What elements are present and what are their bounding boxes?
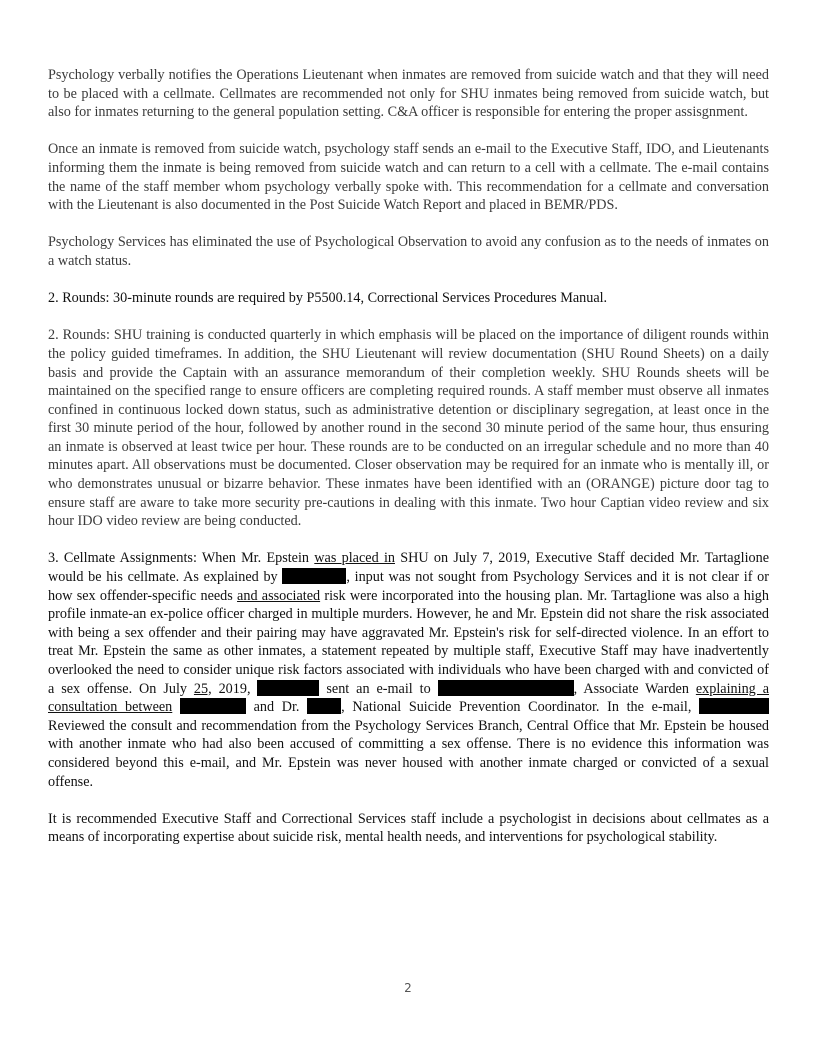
underlined-text: explaining a consultation between [48,680,769,716]
redaction-box [699,698,769,714]
underlined-text: was placed in [314,550,395,567]
paragraph-cellmate-notification: Psychology verbally notifies the Operations Lieutenant when inmates are removed from suicide watch and that they will need to be placed with a cellmate. Cellmates are recommended not only for SHU inmates being removed from suicide watch, but also for inmates returning to the general population setting. C&A officer is responsible for entering the proper assisgnment. [48,67,769,121]
document-page [48,66,769,866]
paragraph-rounds-finding: 2. Rounds: 30-minute rounds are required by P5500.14, Correctional Services Procedures Manual. [48,290,608,307]
text-span: , Associate Warden [573,680,696,697]
paragraph-email-notification: Once an inmate is removed from suicide watch, psychology staff sends an e-mail to the Executive Staff, IDO, and Lieutenants informing them the inmate is being removed from suicide watch and can return to a cell with a cellmate. The e-mail contains the name of the staff member whom psychology verbally spoke with. This recommendation for a cellmate and conversation with the Lieutenant is also documented in the Post Suicide Watch Report and placed in BEMR/PDS. [48,141,769,214]
text-span: and Dr. [245,699,308,716]
paragraph-rounds-response: 2. Rounds: SHU training is conducted quarterly in which emphasis will be placed on the importance of diligent rounds within the policy guided timeframes. In addition, the SHU Lieutenant will review documentation (SHU Round Sheets) on a daily basis and provide the Captain with an assurance memorandum of their completion weekly. SHU Rounds sheets will be maintained on the specified range to ensure officers are completing required rounds. A staff member must observe all inmates confined in continuous locked down status, such as administrative detention or disciplinary segregation, at least once in the first 30 minute period of the hour, followed by another round in the second 30 minute period of the same hour, thus ensuring an inmate is observed at least twice per hour. These rounds are to be conducted on an irregular schedule and no more than 40 minutes apart. All observations must be documented. Closer observation may be required for an inmate who is mentally ill, or who demonstrates unusual or bizarre behavior. These inmates have been identified with an (ORANGE) picture door tag to ensure staff are aware to take more security pre-cautions in dealing with this inmate. Two hour Captian video review and six hour IDO video review are being conducted. [48,327,769,530]
text-span: Reviewed the consult and recommendation from the Psychology Services Branch, Central Office that Mr. Epstein be housed with another inmate who had also been accused of committing a sex offense. There is no evidence this information was considered beyond this e-mail, and Mr. Epstein was never housed with another inmate charged or convicted of a sexual offense. [48,717,769,790]
text-span: SHU on July 7, 2019, Executive Staff decided Mr. Tartaglione would be his cellmate. As explained by [48,550,769,586]
redaction-box [282,568,346,584]
redaction-box [180,698,246,714]
underlined-text: 25, [193,680,212,697]
text-span: 3. Cellmate Assignments: When Mr. Epstein [48,550,315,567]
underlined-text: and associated [237,587,321,604]
text-span [172,699,180,715]
text-span: , input was not sought from Psychology Services and it is not clear if or how sex offender-specific needs [48,569,769,604]
paragraph-cellmate-assignments [48,549,769,791]
redaction-box [257,680,319,696]
redaction-box [307,698,341,714]
paragraph-psych-observation: Psychology Services has eliminated the use of Psychological Observation to avoid any confusion as to the needs of inmates on a watch status. [48,234,769,269]
paragraph-recommendation: It is recommended Executive Staff and Correctional Services staff include a psychologist in decisions about cellmates as a means of incorporating expertise about suicide risk, mental health needs, and interventions for psychological stability. [48,810,769,846]
text-span: 2019, [211,680,258,697]
redaction-box [438,680,574,696]
page-number: 2 [404,981,412,995]
text-span: risk were incorporated into the housing plan. Mr. Tartaglione was also a high profile inmate-an ex-police officer charged in multiple murders. However, he and Mr. Epstein did not share the risk associated with being a sex offender and their pairing may have aggravated Mr. Epstein's risk for self-directed violence. In an effort to treat Mr. Epstein the same as other inmates, a statement repeated by multiple staff, Executive Staff may have inadvertently overlooked the need to consider unique risk factors associated with individuals who have been charged with and convicted of a sex offense. On July [48,587,769,697]
text-span: sent an e-mail to [319,680,438,697]
text-span: , National Suicide Prevention Coordinator. In the e-mail, [341,699,700,716]
